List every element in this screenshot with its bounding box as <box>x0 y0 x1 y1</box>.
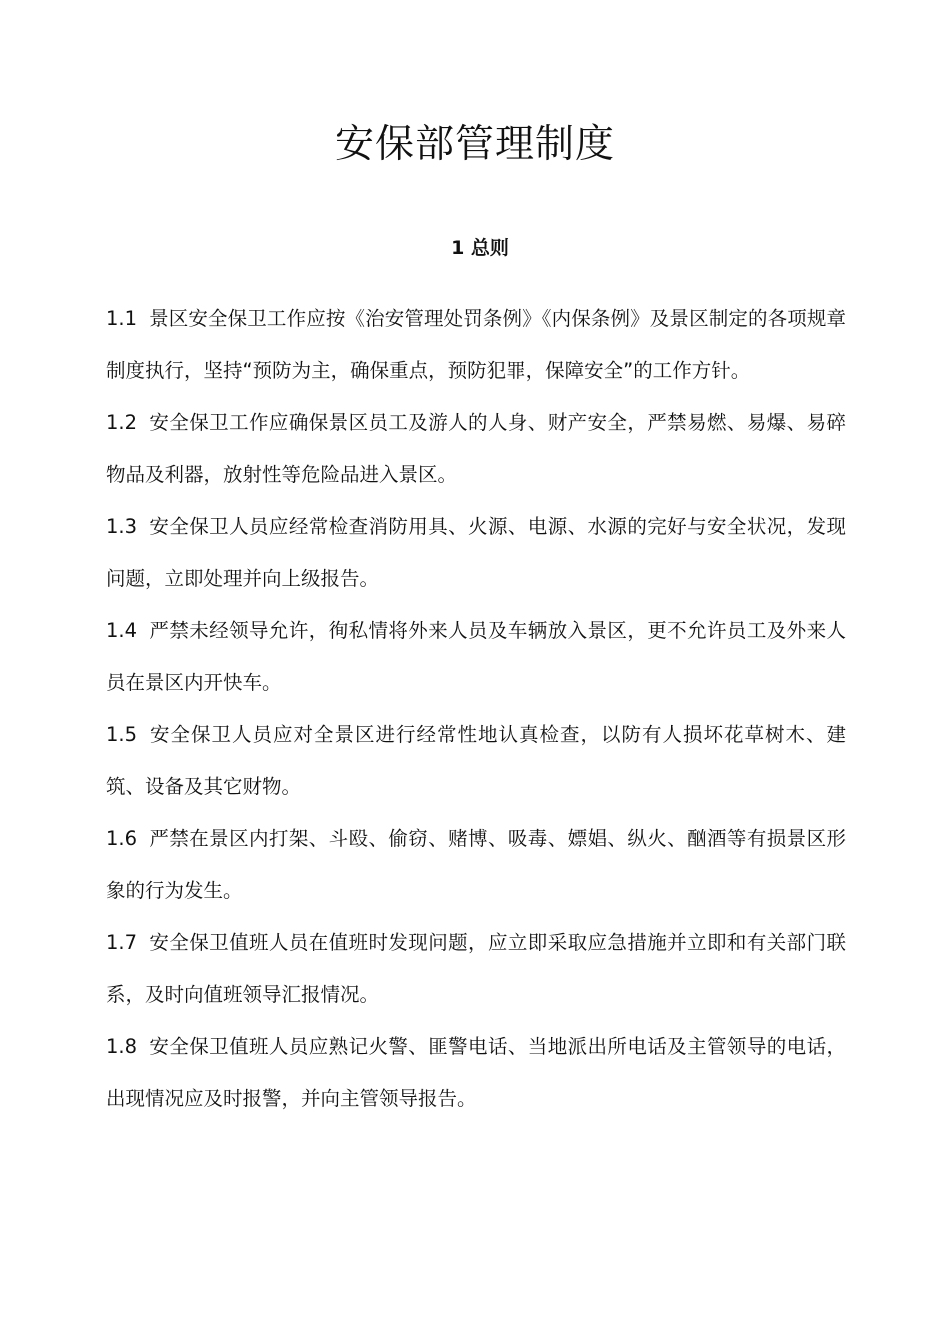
clause-number: 1.5 <box>106 723 138 746</box>
clause-1-7 <box>106 917 846 1021</box>
clause-1-5 <box>106 709 846 813</box>
clause-text: 安全保卫人员应对全景区进行经常性地认真检查，以防有人损坏花草树木、建筑、设备及其它财物。 <box>106 723 846 798</box>
clause-number: 1.8 <box>106 1035 138 1058</box>
clause-text: 安全保卫值班人员在值班时发现问题，应立即采取应急措施并立即和有关部门联系，及时向值班领导汇报情况。 <box>106 931 846 1006</box>
clause-text: 严禁未经领导允许，徇私情将外来人员及车辆放入景区，更不允许员工及外来人员在景区内开快车。 <box>106 619 846 694</box>
clause-1-3 <box>106 501 846 605</box>
clause-number: 1.6 <box>106 827 138 850</box>
document-title: 安保部管理制度 <box>334 122 615 167</box>
clause-1-6 <box>106 813 846 917</box>
clause-text: 安全保卫人员应经常检查消防用具、火源、电源、水源的完好与安全状况，发现问题，立即处理并向上级报告。 <box>106 515 846 590</box>
clause-text: 安全保卫值班人员应熟记火警、匪警电话、当地派出所电话及主管领导的电话，出现情况应及时报警，并向主管领导报告。 <box>106 1035 846 1110</box>
clause-1-4 <box>106 605 846 709</box>
clause-1-8 <box>106 1021 846 1125</box>
clause-number: 1.7 <box>106 931 138 954</box>
clause-text: 严禁在景区内打架、斗殴、偷窃、赌博、吸毒、嫖娼、纵火、酗酒等有损景区形象的行为发生。 <box>106 827 846 902</box>
clause-text: 安全保卫工作应确保景区员工及游人的人身、财产安全，严禁易燃、易爆、易碎物品及利器，放射性等危险品进入景区。 <box>106 411 846 486</box>
clause-number: 1.4 <box>106 619 138 642</box>
clause-1-1 <box>106 293 846 397</box>
clause-list <box>106 293 846 1125</box>
clause-number: 1.3 <box>106 515 138 538</box>
section-heading: 1 总则 <box>451 237 509 259</box>
clause-text: 景区安全保卫工作应按《治安管理处罚条例》《内保条例》及景区制定的各项规章制度执行，坚持“预防为主，确保重点，预防犯罪，保障安全”的工作方针。 <box>106 307 846 382</box>
clause-number: 1.1 <box>106 307 138 330</box>
clause-1-2 <box>106 397 846 501</box>
clause-number: 1.2 <box>106 411 138 434</box>
